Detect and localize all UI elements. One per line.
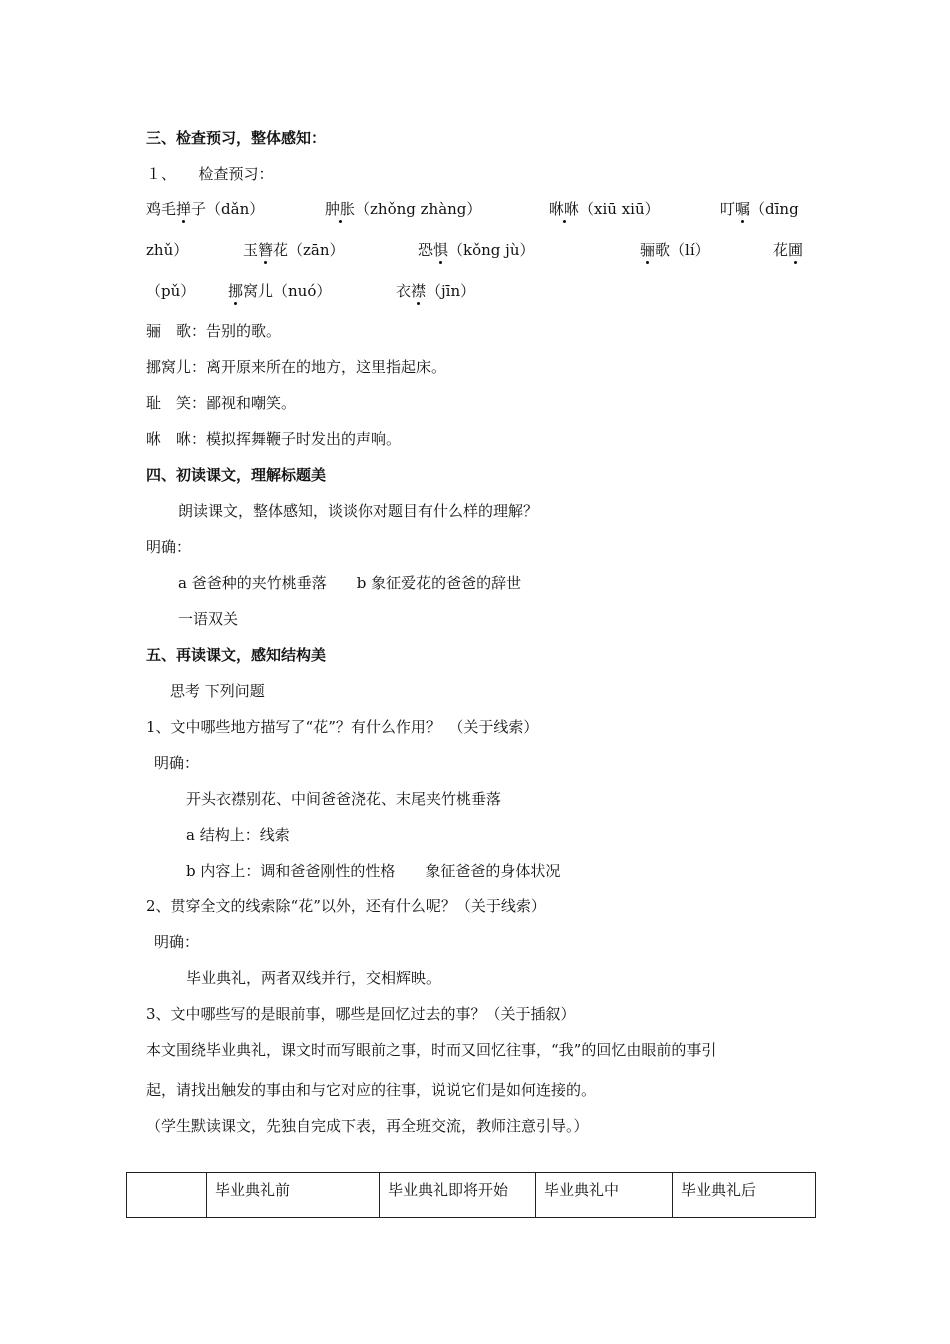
- table-cell: 毕业典礼前: [207, 1173, 380, 1218]
- definition-line: 耻 笑：鄙视和嘲笑。: [146, 394, 297, 412]
- paragraph-line: 本文围绕毕业典礼，课文时而写眼前之事，时而又回忆往事，“我”的回忆由眼前的事引: [146, 1041, 717, 1059]
- question-text: 1、文中哪些地方描写了“花”？有什么作用？ （关于线索）: [146, 718, 539, 736]
- clarify-label: 明确：: [154, 933, 200, 951]
- definition-line: 骊 歌：告别的歌。: [146, 322, 282, 340]
- clarify-label: 明确：: [146, 538, 192, 556]
- word-item: 咻咻（xiū xiū）: [549, 200, 660, 218]
- word-item: 恐惧（kǒng jù）: [418, 241, 535, 259]
- section-5-heading: 五、再读课文，感知结构美: [146, 646, 327, 664]
- answer-text: 开头衣襟别花、中间爸爸浇花、末尾夹竹桃垂落: [186, 790, 502, 808]
- word-item: 挪窝儿（nuó）: [228, 282, 332, 300]
- word-item: 叮嘱（dīng: [720, 200, 799, 218]
- table-cell: 毕业典礼即将开始: [380, 1173, 536, 1218]
- paragraph-line: 起，请找出触发的事由和与它对应的往事，说说它们是如何连接的。: [146, 1081, 597, 1099]
- question-text: 3、文中哪些写的是眼前事，哪些是回忆过去的事？（关于插叙）: [146, 1005, 576, 1023]
- question-text: 朗读课文，整体感知，谈谈你对题目有什么样的理解？: [178, 502, 539, 520]
- word-item: 花圃: [773, 241, 804, 259]
- answer-text: 一语双关: [178, 610, 239, 628]
- answer-text: a 结构上：线索: [186, 826, 290, 844]
- section-3-heading: 三、检查预习，整体感知：: [146, 129, 327, 147]
- timeline-table: [126, 1172, 816, 1218]
- table-cell: [127, 1173, 207, 1218]
- definition-line: 咻 咻：模拟挥舞鞭子时发出的声响。: [146, 430, 402, 448]
- word-item: 鸡毛掸子（dǎn）: [146, 200, 265, 218]
- answer-text: 毕业典礼，两者双线并行，交相辉映。: [186, 969, 442, 987]
- word-item: （pǔ）: [146, 282, 196, 300]
- table-cell: 毕业典礼后: [673, 1173, 816, 1218]
- word-item: 玉簪花（zān）: [243, 241, 345, 259]
- word-item: 衣襟（jīn）: [396, 282, 476, 300]
- table-cell: 毕业典礼中: [536, 1173, 673, 1218]
- section-4-heading: 四、初读课文，理解标题美: [146, 466, 327, 484]
- preview-subheading: １、 检查预习：: [146, 165, 274, 183]
- think-label: 思考 下列问题: [170, 682, 265, 700]
- note-text: （学生默读课文，先独自完成下表，再全班交流，教师注意引导。）: [146, 1117, 589, 1135]
- table-row: [127, 1173, 816, 1218]
- clarify-label: 明确：: [154, 754, 200, 772]
- question-text: 2、贯穿全文的线索除“花”以外，还有什么呢？（关于线索）: [146, 897, 546, 915]
- word-item: zhǔ）: [146, 241, 189, 259]
- definition-line: 挪窝儿：离开原来所在的地方，这里指起床。: [146, 358, 447, 376]
- word-item: 骊歌（lí）: [640, 241, 710, 259]
- word-item: 肿胀（zhǒng zhàng）: [325, 200, 482, 218]
- answer-text: b 内容上：调和爸爸刚性的性格 象征爸爸的身体状况: [186, 862, 561, 880]
- answer-text: a 爸爸种的夹竹桃垂落 b 象征爱花的爸爸的辞世: [178, 574, 522, 592]
